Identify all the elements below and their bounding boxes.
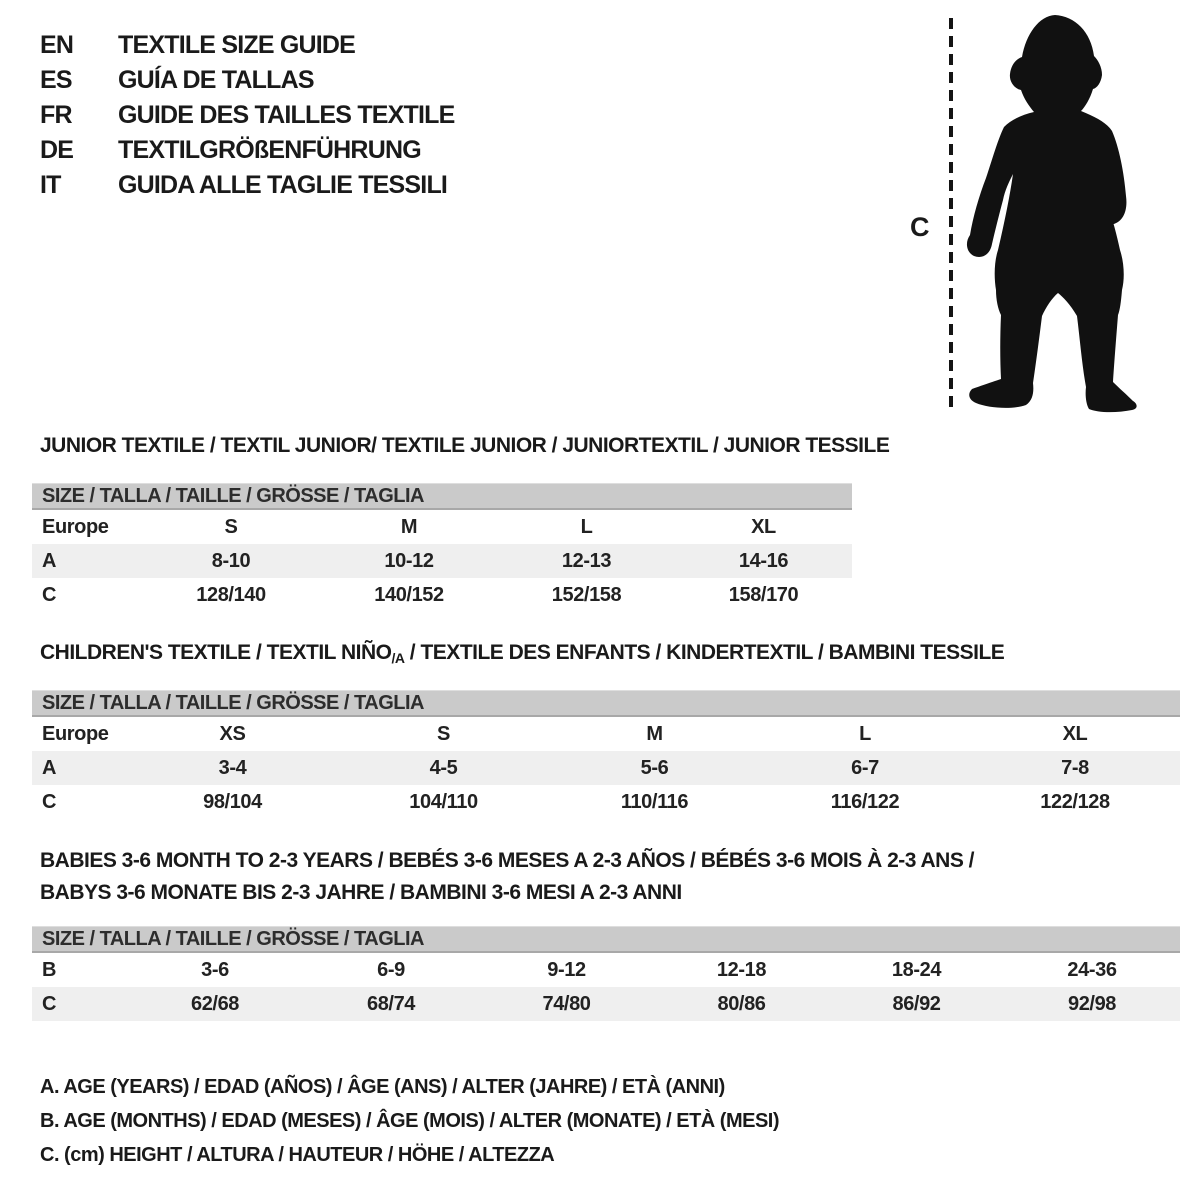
baby-silhouette-icon bbox=[967, 15, 1137, 412]
children-title-prefix: CHILDREN'S TEXTILE / TEXTIL NIÑO bbox=[40, 641, 392, 664]
value-cell: 140/152 bbox=[374, 583, 444, 606]
value-cell: 18-24 bbox=[891, 958, 942, 981]
language-title: GUIDA ALLE TAGLIE TESSILI bbox=[118, 171, 448, 199]
junior-section-title bbox=[40, 434, 889, 458]
value-cell: 110/116 bbox=[620, 790, 689, 813]
size-cell: XL bbox=[751, 515, 776, 538]
value-cell: 62/68 bbox=[190, 992, 240, 1015]
language-row bbox=[40, 98, 455, 133]
language-row bbox=[40, 133, 455, 168]
children-title-sub: /A bbox=[391, 650, 405, 666]
value-cell: 128/140 bbox=[196, 583, 266, 606]
row-label: A bbox=[42, 756, 57, 779]
language-title-block bbox=[40, 28, 455, 203]
table-row-months bbox=[32, 953, 1180, 987]
language-title: GUIDE DES TAILLES TEXTILE bbox=[118, 101, 455, 129]
value-cell: 9-12 bbox=[547, 958, 586, 981]
value-cell: 24-36 bbox=[1067, 958, 1117, 981]
legend bbox=[40, 1070, 779, 1172]
language-row bbox=[40, 63, 455, 98]
value-cell: 116/122 bbox=[830, 790, 900, 813]
children-title-suffix: / TEXTILE DES ENFANTS / KINDERTEXTIL / BAMBINI TESSILE bbox=[404, 641, 1005, 664]
value-cell: 8-10 bbox=[211, 549, 251, 572]
language-title: TEXTILGRÖßENFÜHRUNG bbox=[118, 136, 421, 164]
row-label: A bbox=[42, 549, 57, 572]
language-code: FR bbox=[40, 101, 72, 129]
height-measure-label: C bbox=[910, 212, 930, 242]
value-cell: 74/80 bbox=[542, 992, 591, 1015]
language-code: DE bbox=[40, 136, 74, 164]
children-size-header-bar bbox=[32, 690, 1180, 717]
size-cell: L bbox=[859, 722, 871, 745]
babies-title-line2-text: BABYS 3-6 MONATE BIS 2-3 JAHRE / BAMBINI 3-6 MESI A 2-3 ANNI bbox=[40, 881, 682, 904]
value-cell: 6-7 bbox=[851, 756, 879, 779]
value-cell: 10-12 bbox=[384, 549, 434, 572]
babies-table bbox=[32, 953, 1180, 1021]
babies-section-title-line2 bbox=[40, 881, 682, 905]
language-row bbox=[40, 28, 455, 63]
children-table bbox=[32, 717, 1180, 819]
language-title: TEXTILE SIZE GUIDE bbox=[118, 31, 356, 59]
legend-line-b: B. AGE (MONTHS) / EDAD (MESES) / ÂGE (MOIS) / ALTER (MONATE) / ETÀ (MESI) bbox=[40, 1109, 780, 1132]
value-cell: 122/128 bbox=[1040, 790, 1110, 813]
table-row-height bbox=[32, 987, 1180, 1021]
language-title: GUÍA DE TALLAS bbox=[118, 66, 314, 94]
value-cell: 5-6 bbox=[640, 756, 669, 779]
size-cell: M bbox=[400, 515, 418, 538]
size-header-text: SIZE / TALLA / TAILLE / GRÖSSE / TAGLIA bbox=[42, 691, 424, 714]
table-row-age bbox=[32, 751, 1180, 785]
size-header-text: SIZE / TALLA / TAILLE / GRÖSSE / TAGLIA bbox=[42, 484, 424, 507]
language-code: EN bbox=[40, 31, 74, 59]
legend-line-a: A. AGE (YEARS) / EDAD (AÑOS) / ÂGE (ANS) / ALTER (JAHRE) / ETÀ (ANNI) bbox=[40, 1075, 725, 1098]
language-code: ES bbox=[40, 66, 72, 94]
babies-section-title-line1 bbox=[40, 849, 974, 873]
language-code: IT bbox=[40, 171, 61, 199]
junior-size-header-bar bbox=[32, 483, 852, 510]
children-section-title bbox=[40, 641, 1004, 666]
junior-table bbox=[32, 510, 852, 612]
children-size-table bbox=[32, 690, 1180, 819]
babies-title-line1-text: BABIES 3-6 MONTH TO 2-3 YEARS / BEBÉS 3-6 MESES A 2-3 AÑOS / BÉBÉS 3-6 MOIS À 2-3 ANS / bbox=[40, 849, 975, 872]
size-cell: XS bbox=[219, 722, 246, 745]
row-label: C bbox=[42, 583, 57, 606]
row-label: C bbox=[42, 790, 57, 813]
row-label: C bbox=[42, 992, 57, 1015]
size-header-text: SIZE / TALLA / TAILLE / GRÖSSE / TAGLIA bbox=[42, 927, 424, 950]
value-cell: 98/104 bbox=[203, 790, 262, 813]
table-row-height bbox=[32, 578, 852, 612]
junior-size-table bbox=[32, 483, 852, 612]
value-cell: 86/92 bbox=[892, 992, 941, 1015]
size-cell: S bbox=[437, 722, 450, 745]
size-cell: M bbox=[646, 722, 663, 745]
table-row-age bbox=[32, 544, 852, 578]
toddler-silhouette-figure bbox=[940, 8, 1172, 424]
size-cell: L bbox=[580, 515, 593, 538]
value-cell: 104/110 bbox=[409, 790, 478, 813]
value-cell: 3-4 bbox=[218, 756, 247, 779]
value-cell: 80/86 bbox=[717, 992, 766, 1015]
table-row-height bbox=[32, 785, 1180, 819]
junior-section-title-text: JUNIOR TEXTILE / TEXTIL JUNIOR/ TEXTILE JUNIOR / JUNIORTEXTIL / JUNIOR TESSILE bbox=[40, 434, 890, 457]
babies-size-table bbox=[32, 926, 1180, 1021]
size-cell: XL bbox=[1062, 722, 1088, 745]
legend-line-c: C. (cm) HEIGHT / ALTURA / HAUTEUR / HÖHE / ALTEZZA bbox=[40, 1143, 555, 1166]
value-cell: 12-13 bbox=[561, 549, 612, 572]
table-row-europe bbox=[32, 510, 852, 544]
row-label: Europe bbox=[42, 515, 109, 538]
babies-size-header-bar bbox=[32, 926, 1180, 953]
value-cell: 12-18 bbox=[716, 958, 767, 981]
value-cell: 152/158 bbox=[551, 583, 622, 606]
row-label: Europe bbox=[42, 722, 109, 745]
value-cell: 3-6 bbox=[201, 958, 229, 981]
value-cell: 4-5 bbox=[429, 756, 458, 779]
value-cell: 7-8 bbox=[1061, 756, 1089, 779]
value-cell: 14-16 bbox=[738, 549, 789, 572]
row-label: B bbox=[42, 958, 57, 981]
value-cell: 92/98 bbox=[1067, 992, 1117, 1015]
value-cell: 68/74 bbox=[366, 992, 416, 1015]
language-row bbox=[40, 168, 455, 203]
size-cell: S bbox=[224, 515, 238, 538]
value-cell: 6-9 bbox=[377, 958, 405, 981]
table-row-europe bbox=[32, 717, 1180, 751]
value-cell: 158/170 bbox=[728, 583, 799, 606]
